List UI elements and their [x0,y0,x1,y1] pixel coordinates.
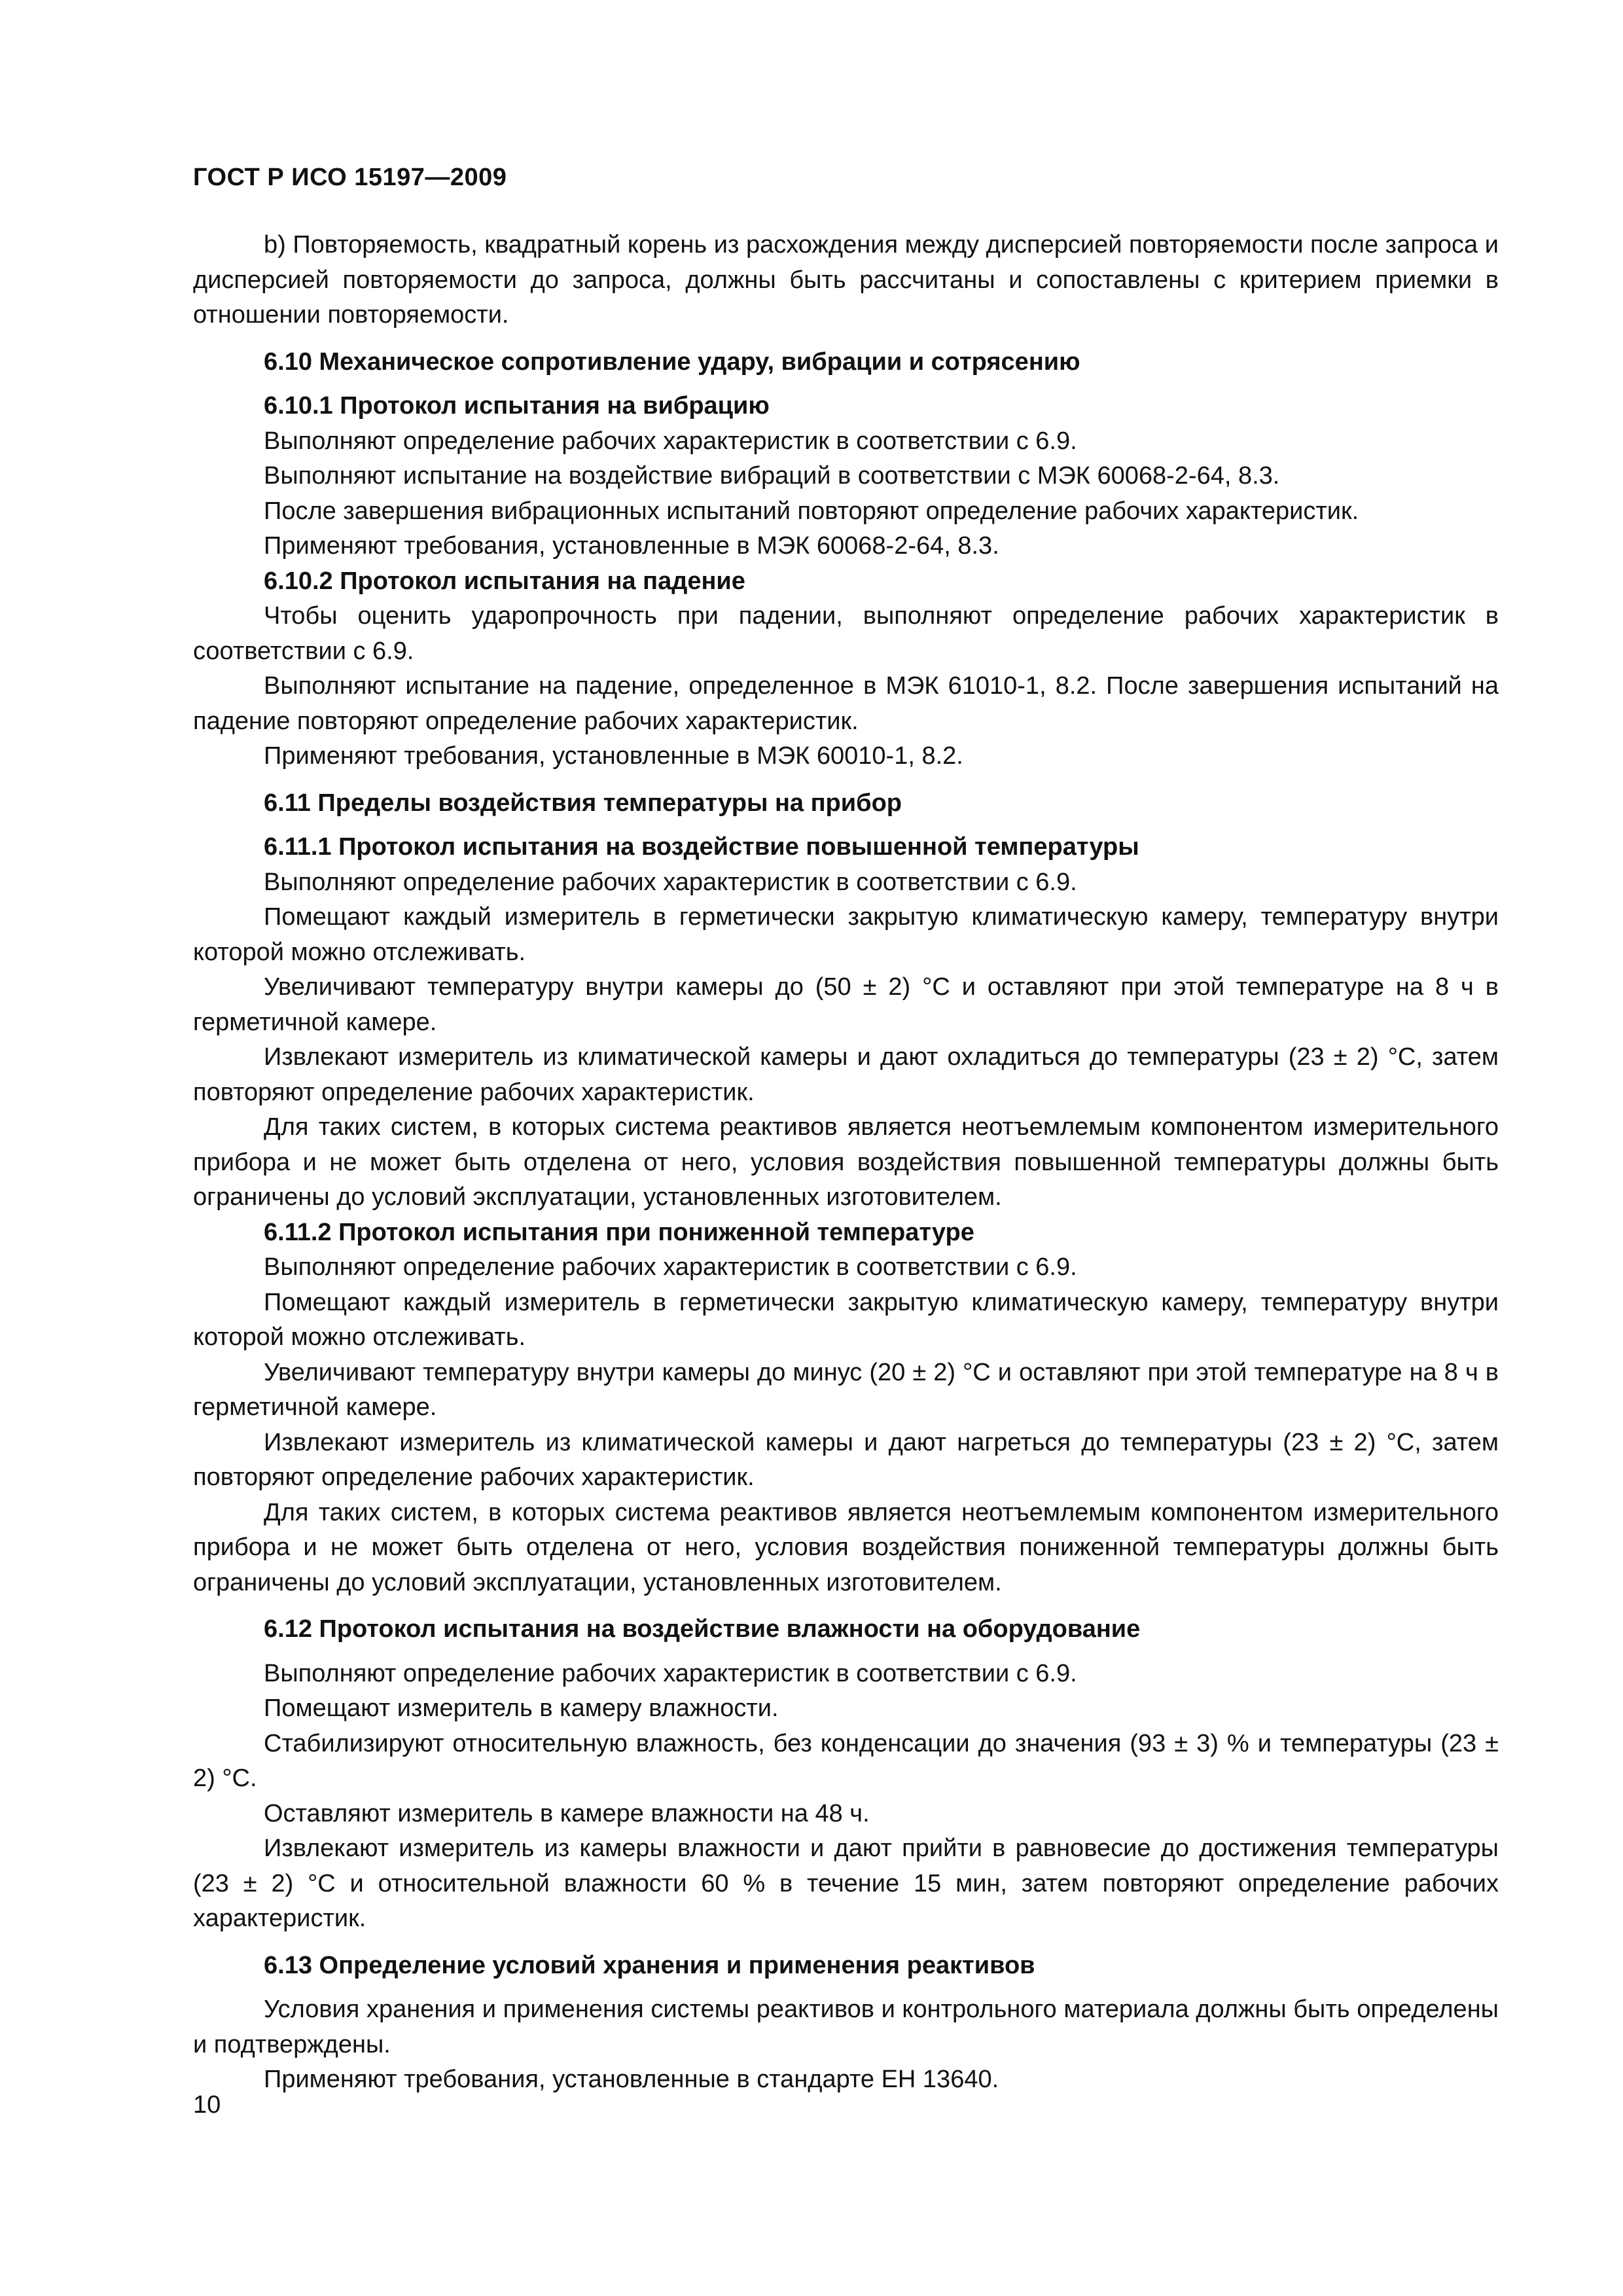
paragraph: Выполняют определение рабочих характеристик в соответствии с 6.9. [264,1253,1077,1281]
paragraph: Извлекают измеритель из климатической камеры и дают охладиться до температуры (23 ± 2) °С, затем повторяют определение рабочих характеристик. [193,1043,1499,1106]
paragraph: Применяют требования, установленные в МЭК 60068-2-64, 8.3. [264,532,999,560]
subsection-heading-6-11-2: 6.11.2 Протокол испытания при пониженной температуре [264,1218,974,1246]
paragraph: Применяют требования, установленные в стандарте ЕН 13640. [264,2066,999,2093]
paragraph: Увеличивают температуру внутри камеры до (50 ± 2) °С и оставляют при этой температуре на 8 ч в герметичной камере. [193,973,1499,1036]
paragraph: Стабилизируют относительную влажность, без конденсации до значения (93 ± 3) % и температуры (23 ± 2) °С. [193,1729,1499,1792]
section-heading-6-13: 6.13 Определение условий хранения и применения реактивов [264,1951,1035,1979]
paragraph-repeatability: b) Повторяемость, квадратный корень из расхождения между дисперсией повторяемости после запроса и дисперсией повторяемости до запроса, должны быть рассчитаны и сопоставлены с критерием приемки в отношении повторяемости. [193,231,1499,329]
paragraph: Выполняют определение рабочих характеристик в соответствии с 6.9. [264,427,1077,455]
paragraph: Применяют требования, установленные в МЭК 60010-1, 8.2. [264,742,963,770]
paragraph: Помещают измеритель в камеру влажности. [264,1695,779,1722]
paragraph: Выполняют определение рабочих характеристик в соответствии с 6.9. [264,1659,1077,1687]
paragraph: Помещают каждый измеритель в герметически закрытую климатическую камеру, температуру внутри которой можно отслеживать. [193,903,1499,966]
paragraph: Для таких систем, в которых система реактивов является неотъемлемым компонентом измерительного прибора и не может быть отделена от него, условия воздействия пониженной температуры должны быть ограничены до условий эксплуатации, установленных изготовителем. [193,1498,1499,1596]
paragraph: Выполняют испытание на падение, определенное в МЭК 61010-1, 8.2. После завершения испытаний на падение повторяют определение рабочих характеристик. [193,672,1499,735]
paragraph: После завершения вибрационных испытаний повторяют определение рабочих характеристик. [264,497,1359,525]
paragraph: Извлекают измеритель из климатической камеры и дают нагреться до температуры (23 ± 2) °С, затем повторяют определение рабочих характеристик. [193,1428,1499,1491]
page-number: 10 [193,2091,221,2119]
paragraph: Помещают каждый измеритель в герметически закрытую климатическую камеру, температуру внутри которой можно отслеживать. [193,1288,1499,1351]
section-heading-6-10: 6.10 Механическое сопротивление удару, вибрации и сотрясению [264,348,1080,376]
paragraph: Увеличивают температуру внутри камеры до минус (20 ± 2) °С и оставляют при этой температуре на 8 ч в герметичной камере. [193,1358,1499,1421]
paragraph: Выполняют определение рабочих характеристик в соответствии с 6.9. [264,868,1077,896]
paragraph: Оставляют измеритель в камере влажности на 48 ч. [264,1799,870,1827]
subsection-heading-6-10-2: 6.10.2 Протокол испытания на падение [264,567,745,595]
paragraph: Выполняют испытание на воздействие вибраций в соответствии с МЭК 60068-2-64, 8.3. [264,462,1280,490]
subsection-heading-6-10-1: 6.10.1 Протокол испытания на вибрацию [264,392,770,420]
section-heading-6-12: 6.12 Протокол испытания на воздействие влажности на оборудование [264,1615,1141,1643]
paragraph: Извлекают измеритель из камеры влажности и дают прийти в равновесие до достижения температуры (23 ± 2) °С и относительной влажности 60 % в течение 15 мин, затем повторяют определение рабочих характеристик. [193,1835,1499,1932]
section-heading-6-11: 6.11 Пределы воздействия температуры на прибор [264,789,902,817]
document-body [193,228,1499,2098]
subsection-heading-6-11-1: 6.11.1 Протокол испытания на воздействие повышенной температуры [264,833,1139,861]
paragraph: Условия хранения и применения системы реактивов и контрольного материала должны быть определены и подтверждены. [193,1996,1499,2058]
paragraph: Для таких систем, в которых система реактивов является неотъемлемым компонентом измерительного прибора и не может быть отделена от него, условия воздействия повышенной температуры должны быть ограничены до условий эксплуатации, установленных изготовителем. [193,1113,1499,1211]
paragraph: Чтобы оценить ударопрочность при падении, выполняют определение рабочих характеристик в соответствии с 6.9. [193,602,1499,665]
document-code-header: ГОСТ Р ИСО 15197—2009 [193,164,507,191]
